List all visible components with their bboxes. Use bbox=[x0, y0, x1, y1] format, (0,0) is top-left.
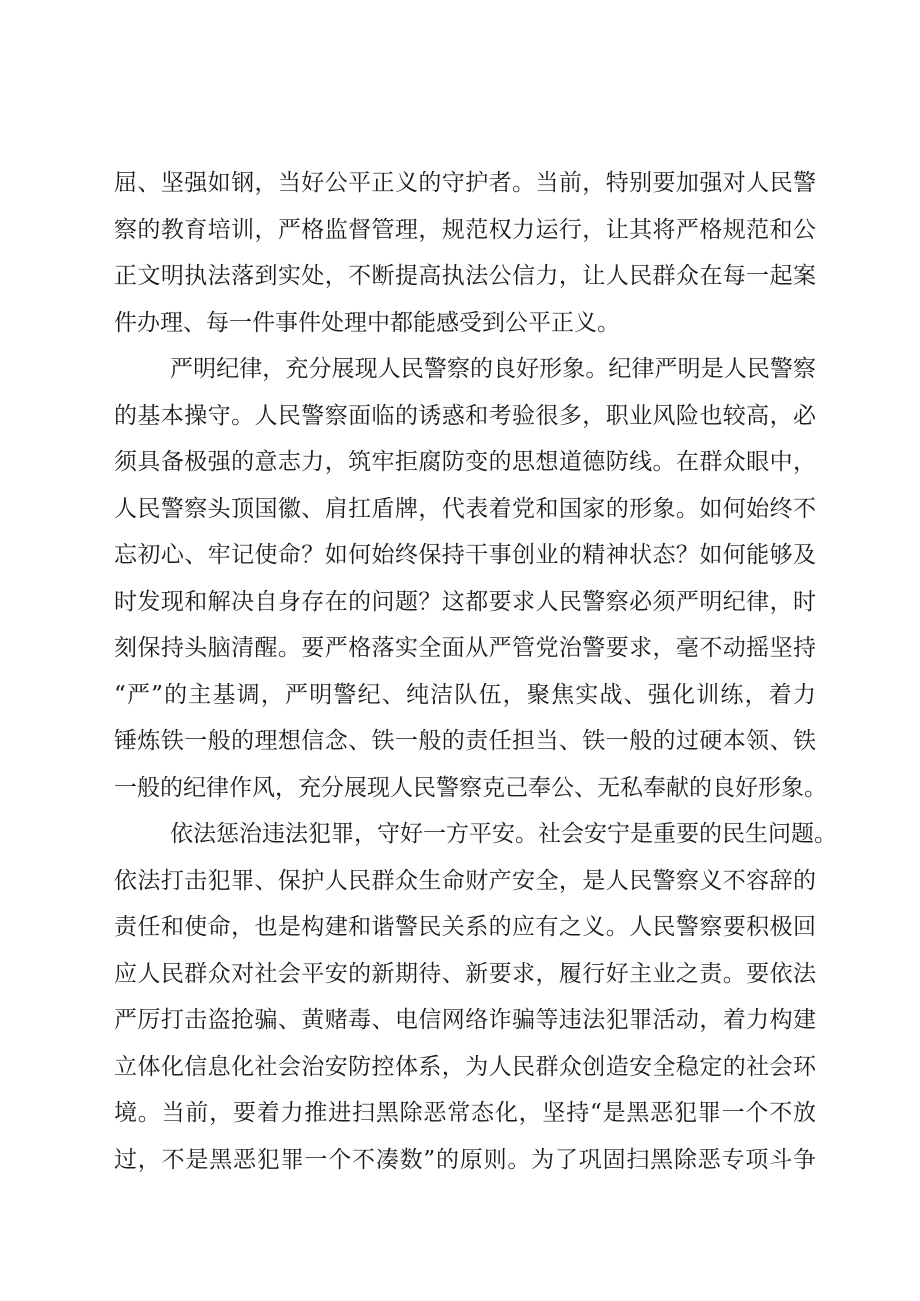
text-line: 立体化信息化社会治安防控体系，为人民群众创造安全稳定的社会环 bbox=[114, 1053, 816, 1080]
paragraph-start-line: 依法惩治违法犯罪，守好一方平安。社会安宁是重要的民生问题。 bbox=[170, 821, 837, 847]
text-line: 人民警察头顶国徽、肩扛盾牌，代表着党和国家的形象。如何始终不 bbox=[114, 495, 816, 522]
text-line: 件办理、每一件事件处理中都能感受到公平正义。 bbox=[114, 309, 620, 336]
text-line: 过，不是黑恶犯罪一个不凑数”的原则。为了巩固扫黑除恶专项斗争 bbox=[114, 1146, 816, 1173]
text-line: “严”的主基调，严明警纪、纯洁队伍，聚焦实战、强化训练，着力 bbox=[114, 681, 816, 708]
text-line: 察的教育培训，严格监督管理，规范权力运行，让其将严格规范和公 bbox=[114, 216, 816, 243]
text-line: 须具备极强的意志力，筑牢拒腐防变的思想道德防线。在群众眼中， bbox=[114, 449, 816, 475]
text-line: 应人民群众对社会平安的新期待、新要求，履行好主业之责。要依法 bbox=[114, 960, 816, 987]
text-line: 责任和使命，也是构建和谐警民关系的应有之义。人民警察要积极回 bbox=[114, 914, 816, 940]
text-line: 正文明执法落到实处，不断提高执法公信力，让人民群众在每一起案 bbox=[114, 263, 816, 289]
text-line: 依法打击犯罪、保护人民群众生命财产安全，是人民警察义不容辞的 bbox=[114, 867, 816, 894]
text-line: 时发现和解决自身存在的问题？这都要求人民警察必须严明纪律，时 bbox=[114, 588, 816, 615]
paragraph-start-line: 严明纪律，充分展现人民警察的良好形象。纪律严明是人民警察 bbox=[170, 356, 816, 382]
text-line: 一般的纪律作风，充分展现人民警察克己奉公、无私奉献的良好形象。 bbox=[114, 774, 827, 801]
text-line: 严厉打击盗抢骗、黄赌毒、电信网络诈骗等违法犯罪活动，着力构建 bbox=[114, 1007, 816, 1033]
text-line: 境。当前，要着力推进扫黑除恶常态化，坚持“是黑恶犯罪一个不放 bbox=[114, 1100, 816, 1126]
text-line: 忘初心、牢记使命？如何始终保持干事创业的精神状态？如何能够及 bbox=[114, 542, 816, 568]
text-line: 锤炼铁一般的理想信念、铁一般的责任担当、铁一般的过硬本领、铁 bbox=[114, 728, 816, 754]
text-line: 刻保持头脑清醒。要严格落实全面从严管党治警要求，毫不动摇坚持 bbox=[114, 635, 816, 661]
text-line: 屈、坚强如钢，当好公平正义的守护者。当前，特别要加强对人民警 bbox=[114, 170, 816, 196]
body-text bbox=[114, 160, 837, 1183]
text-line: 的基本操守。人民警察面临的诱惑和考验很多，职业风险也较高，必 bbox=[114, 402, 816, 429]
